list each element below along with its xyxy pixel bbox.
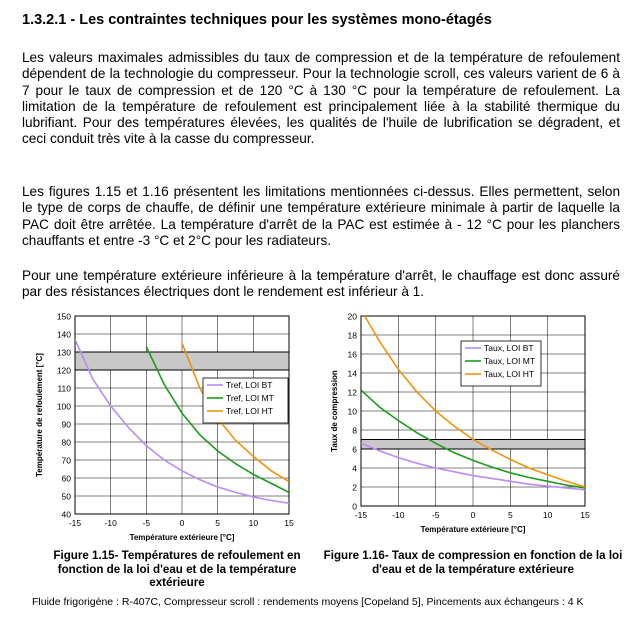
x-tick-label: 0	[470, 510, 476, 520]
section-title: 1.3.2.1 - Les contraintes techniques pour les systèmes mono-étagés	[22, 12, 492, 28]
y-tick-label: 110	[57, 383, 71, 394]
y-tick-label: 80	[61, 437, 71, 448]
x-tick-label: -5	[431, 510, 440, 520]
x-axis-title: Température extérieure [°C]	[420, 525, 526, 534]
y-tick-label: 4	[352, 463, 357, 474]
y-tick-label: 10	[347, 406, 357, 417]
footnote: Fluide frigorigène : R-407C, Compresseur scroll : rendements moyens [Copeland 5], Pincements aux échangeurs : 4 K	[32, 596, 584, 608]
legend-label: Taux, LOI HT	[484, 369, 535, 379]
y-tick-label: 8	[352, 425, 357, 436]
y-tick-label: 12	[347, 387, 357, 398]
y-tick-label: 50	[61, 491, 71, 502]
y-tick-label: 20	[347, 311, 357, 322]
x-tick-label: 15	[580, 510, 590, 520]
limit-band	[361, 440, 585, 450]
chart-fig-1-15	[30, 308, 300, 543]
legend-label: Taux, LOI MT	[484, 356, 536, 366]
y-tick-label: 14	[347, 368, 357, 379]
x-tick-label: 0	[179, 518, 185, 528]
legend-label: Tref, LOI HT	[226, 406, 273, 416]
caption-figure-1-16: Figure 1.16- Taux de compression en fonction de la loi d'eau et de la température extérieure	[323, 549, 623, 576]
legend-label: Tref, LOI MT	[226, 393, 274, 403]
x-tick-label: -15	[354, 510, 368, 520]
chart-fig-1-16	[325, 308, 590, 543]
y-tick-label: 6	[352, 444, 357, 455]
y-tick-label: 140	[56, 329, 71, 340]
x-tick-label: 5	[507, 510, 513, 520]
y-tick-label: 90	[61, 419, 71, 430]
y-axis-title: Taux de compression	[330, 370, 339, 452]
y-tick-label: 130	[56, 347, 71, 358]
x-tick-label: 10	[248, 518, 259, 528]
y-tick-label: 0	[352, 501, 357, 512]
y-tick-label: 18	[347, 330, 357, 341]
y-tick-label: 100	[56, 401, 71, 412]
x-tick-label: 15	[284, 518, 294, 528]
x-tick-label: -10	[104, 518, 117, 528]
x-tick-label: -15	[68, 518, 82, 528]
paragraph-3: Pour une température extérieure inférieure à la température d'arrêt, le chauffage est donc assuré par des résistances électriques dont le rendement est inférieur à 1.	[22, 268, 620, 300]
y-tick-label: 150	[56, 311, 71, 322]
y-tick-label: 2	[352, 482, 357, 493]
legend-label: Tref, LOI BT	[226, 380, 273, 390]
x-axis-title: Température extérieure [°C]	[129, 533, 235, 542]
y-tick-label: 40	[61, 509, 71, 520]
caption-figure-1-15: Figure 1.15- Températures de refoulement en fonction de la loi d'eau et de la température extérieure	[53, 549, 301, 589]
y-tick-label: 120	[56, 365, 71, 376]
x-tick-label: 10	[542, 510, 553, 520]
y-axis-title: Température de refoulement [°C]	[35, 353, 44, 477]
y-tick-label: 70	[61, 455, 71, 466]
legend-label: Taux, LOI BT	[484, 343, 534, 353]
x-tick-label: 5	[215, 518, 221, 528]
limit-band	[75, 352, 289, 370]
x-tick-label: -5	[142, 518, 151, 528]
paragraph-2: Les figures 1.15 et 1.16 présentent les limitations mentionnées ci-dessus. Elles permettent, selon le type de corps de chauffe, de définir une température extérieure minimale à partir de laquelle la PAC doit être arrêtée. La température d'arrêt de la PAC est estimée à - 12 °C pour les planchers chauffants et entre -3 °C et 2°C pour les radiateurs.	[22, 184, 620, 248]
y-tick-label: 16	[347, 349, 357, 360]
x-tick-label: -10	[392, 510, 405, 520]
y-tick-label: 60	[61, 473, 71, 484]
paragraph-1: Les valeurs maximales admissibles du taux de compression et de la température de refoulement dépendent de la technologie du compresseur. Pour la technologie scroll, ces valeurs varient de 6 à 7 pour le taux de compression et de 120 °C à 130 °C pour la température de refoulement. La limitation de la température de refoulement est principalement liée à la stabilité thermique du lubrifiant. Pour des températures élevées, les qualités de l'huile de lubrification se dégradent, et ceci conduit très vite à la casse du compresseur.	[22, 50, 620, 147]
